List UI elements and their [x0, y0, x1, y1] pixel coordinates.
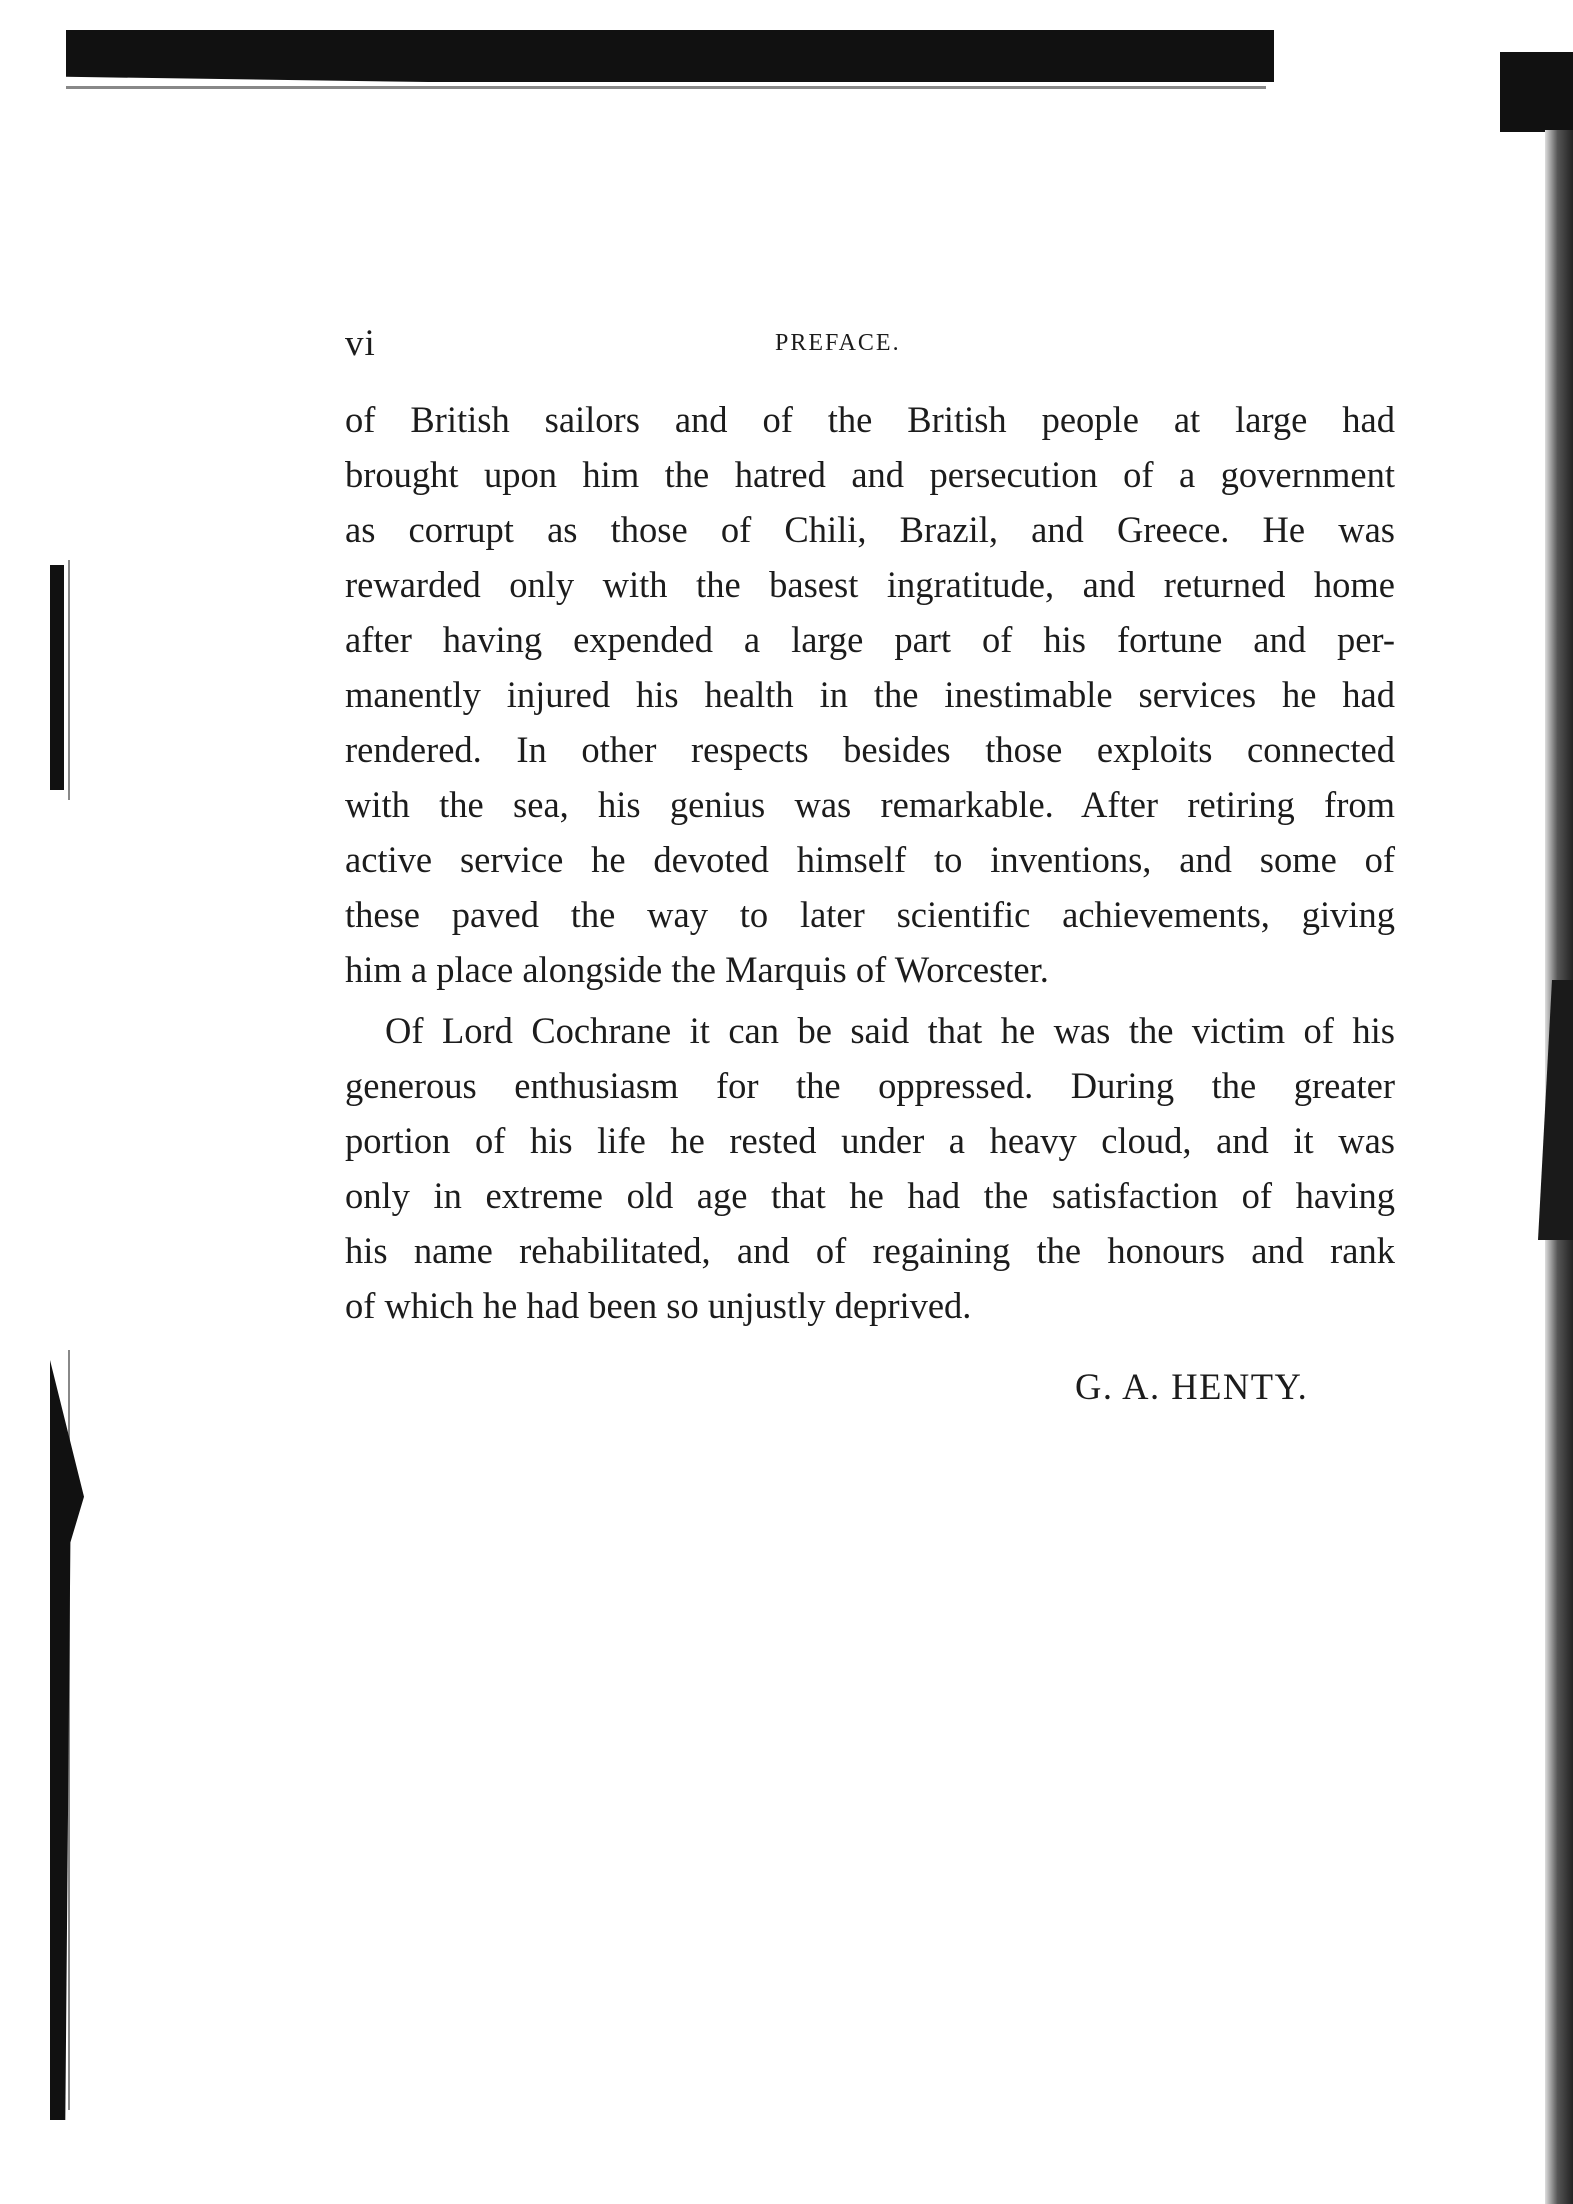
text-line: generous enthusiasm for the oppressed. During the greater	[345, 1065, 1395, 1106]
text-line: him a place alongside the Marquis of Worcester.	[345, 949, 1049, 990]
text-line: manently injured his health in the inestimable services he had	[345, 674, 1395, 715]
scan-shadow-left-bottom	[50, 1360, 84, 2120]
scan-shadow-left-bar	[50, 565, 64, 790]
text-line: rewarded only with the basest ingratitude, and returned home	[345, 564, 1395, 605]
running-title: PREFACE.	[775, 330, 901, 356]
scan-line-top	[66, 86, 1266, 89]
text-line: after having expended a large part of his fortune and per-	[345, 619, 1395, 660]
text-line: brought upon him the hatred and persecution of a government	[345, 454, 1395, 495]
running-head	[345, 322, 1395, 372]
body-text	[345, 392, 1395, 1333]
scan-line-left-upper	[68, 560, 70, 800]
author-signature: G. A. HENTY.	[1075, 1366, 1309, 1407]
text-line: rendered. In other respects besides those exploits connected	[345, 729, 1395, 770]
text-line: of British sailors and of the British people at large had	[345, 399, 1395, 440]
paragraph	[345, 1003, 1395, 1333]
text-line: these paved the way to later scientific achievements, giving	[345, 894, 1395, 935]
text-line: as corrupt as those of Chili, Brazil, and Greece. He was	[345, 509, 1395, 550]
scan-shadow-top	[66, 30, 1274, 82]
text-line: his name rehabilitated, and of regaining the honours and rank	[345, 1230, 1395, 1271]
scan-shadow-top-right	[1500, 52, 1573, 132]
scan-shadow-right-wedge	[1538, 980, 1573, 1240]
text-line: of which he had been so unjustly deprived.	[345, 1285, 972, 1326]
text-line: active service he devoted himself to inventions, and some of	[345, 839, 1395, 880]
text-line: only in extreme old age that he had the satisfaction of having	[345, 1175, 1395, 1216]
text-line: with the sea, his genius was remarkable. After retiring from	[345, 784, 1395, 825]
page-number: vi	[345, 323, 376, 364]
text-line: portion of his life he rested under a heavy cloud, and it was	[345, 1120, 1395, 1161]
paragraph	[345, 392, 1395, 997]
text-line: Of Lord Cochrane it can be said that he was the victim of his	[385, 1010, 1395, 1051]
